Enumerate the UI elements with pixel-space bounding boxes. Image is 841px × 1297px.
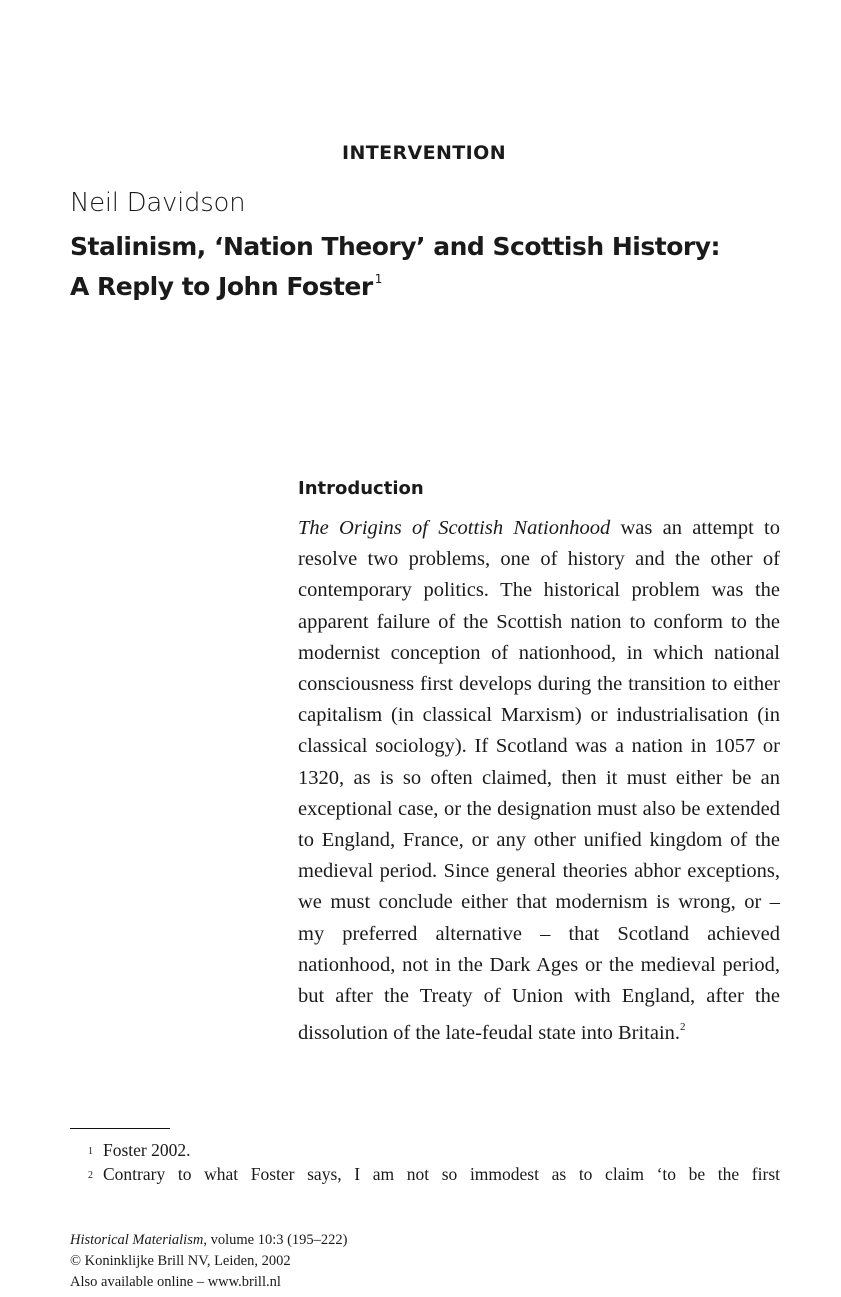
introduction-body [298,513,780,1049]
journal-volume: , volume 10:3 (195–222) [203,1232,348,1248]
article-title [70,231,790,303]
footnote-divider [70,1128,170,1129]
footnote-number: 1 [88,1146,93,1157]
journal-name: Historical Materialism [70,1232,204,1248]
title-footnote-ref[interactable]: 1 [374,272,382,286]
section-label: INTERVENTION [341,142,506,164]
footnotes [88,1139,780,1187]
journal-citation [70,1230,348,1251]
paragraph-text: was an attempt to resolve two problems, one of history and the other of contemporary politics. The historical problem was the apparent failure of the Scottish nation to conform to the modernist conception of nationhood, in which national consciousness first develops during the transition to either capitalism (in classical Marxism) or industrialisation (in classical sociology). If Scotland was a nation in 1057 or 1320, as is so often claimed, then it must either be an exceptional case, or the designation must also be extended to England, France, or any other unified kingdom of the medieval period. Since general theories abhor exceptions, we must conclude either that modernism is wrong, or – my preferred alternative – that Scotland achieved nationhood, not in the Dark Ages or the medieval period, but after the Treaty of Union with England, after the dissolution of the late-feudal state into Britain. [298,517,781,1045]
footnote-ref-2[interactable]: 2 [680,1021,686,1034]
footnote-text: Foster 2002. [103,1140,191,1160]
journal-online[interactable]: Also available online – www.brill.nl [70,1274,281,1290]
introduction-paragraph [298,513,780,1049]
book-title: The Origins of Scottish Nationhood [298,517,611,539]
journal-copyright: © Koninklijke Brill NV, Leiden, 2002 [70,1253,291,1269]
author-name: Neil Davidson [70,188,246,218]
title-line-2-text: A Reply to John Foster [70,272,373,301]
footnote-item [88,1139,780,1163]
title-line-1: Stalinism, ‘Nation Theory’ and Scottish History: [70,232,720,261]
introduction-heading: Introduction [298,478,424,499]
footnote-text: Contrary to what Foster says, I am not so immodest as to claim ‘to be the first [103,1164,780,1184]
footnote-item [88,1163,780,1187]
journal-info [70,1230,348,1293]
title-line-2 [70,263,790,303]
footnote-number: 2 [88,1170,93,1181]
